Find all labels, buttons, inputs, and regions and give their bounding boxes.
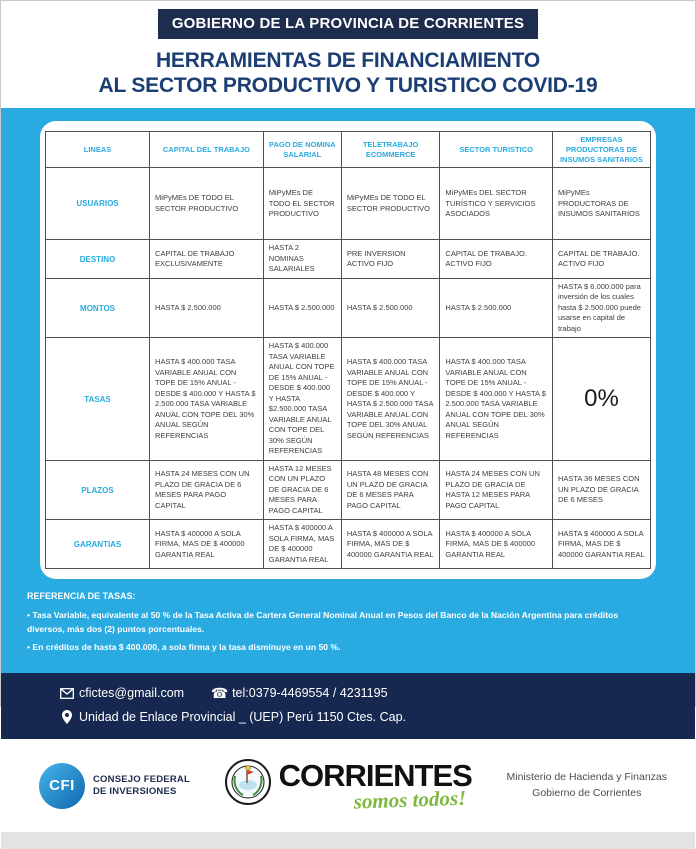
location-pin-icon (59, 710, 74, 724)
gov-banner: GOBIERNO DE LA PROVINCIA DE CORRIENTES (158, 9, 538, 39)
referencia-section (1, 579, 695, 663)
ministry-text (507, 770, 668, 802)
table-cell: MiPyMEs PRODUCTORAS DE INSUMOS SANITARIOS (552, 168, 650, 240)
table-cell: MiPyMEs DEL SECTOR TURÍSTICO Y SERVICIOS ASOCIADOS (440, 168, 553, 240)
column-header-sector-turistico: SECTOR TURISTICO (440, 132, 553, 168)
table-cell: MiPyMEs DE TODO EL SECTOR PRODUCTIVO (150, 168, 264, 240)
table-cell: HASTA 12 MESES CON UN PLAZO DE GRACIA DE 6 MESES PARA PAGO CAPITAL (263, 460, 341, 520)
table-cell: HASTA $ 400000 A SOLA FIRMA, MAS DE $ 400000 GARANTIA REAL (552, 520, 650, 569)
table-row-garantias (46, 520, 651, 569)
cfi-name-line2: DE INVERSIONES (93, 785, 177, 797)
table-cell: CAPITAL DE TRABAJO. ACTIVO FIJO (440, 240, 553, 279)
table-cell: CAPITAL DE TRABAJO EXCLUSIVAMENTE (150, 240, 264, 279)
table-cell: HASTA $ 2.500.000 (341, 278, 440, 338)
footer (1, 739, 695, 832)
column-header-pago-de-nomina: PAGO DE NOMINA SALARIAL (263, 132, 341, 168)
ministry-line2: Gobierno de Corrientes (532, 786, 642, 799)
page-title-line1: HERRAMIENTAS DE FINANCIAMIENTO (155, 49, 541, 72)
table-cell: MiPyMEs DE TODO EL SECTOR PRODUCTIVO (341, 168, 440, 240)
table-cell: HASTA $ 400.000 TASA VARIABLE ANUAL CON TOPE DE 15% ANUAL - DESDE $ 400.000 Y HASTA $ 2.500.000 TASA VARIABLE ANUAL CON TOPE DEL 30% ANUAL SEGÚN REFERENCIAS (150, 338, 264, 461)
table-cell: PRE INVERSION ACTIVO FIJO (341, 240, 440, 279)
row-label-montos: MONTOS (46, 278, 150, 338)
table-header-row (46, 132, 651, 168)
table-cell: HASTA 48 MESES CON UN PLAZO DE GRACIA DE 6 MESES PARA PAGO CAPITAL (341, 460, 440, 520)
table-row-tasas (46, 338, 651, 461)
table-row-plazos (46, 460, 651, 520)
table-panel (40, 121, 656, 579)
bottom-strip (1, 832, 695, 849)
page-title-line2: AL SECTOR PRODUCTIVO Y TURISTICO COVID-19 (98, 74, 598, 97)
table-row-usuarios (46, 168, 651, 240)
column-header-lineas: LINEAS (46, 132, 150, 168)
phone-item (212, 683, 387, 703)
table-cell: HASTA 2 NOMINAS SALARIALES (263, 240, 341, 279)
cfi-name-line1: CONSEJO FEDERAL (93, 773, 190, 785)
brand-tagline: somos todos! (352, 785, 467, 814)
cfi-logo-block (39, 763, 190, 809)
table-cell: HASTA $ 400.000 TASA VARIABLE ANUAL CON TOPE DE 15% ANUAL - DESDE $ 400.000 Y HASTA $ 2.500.000 TASA VARIABLE ANUAL CON TOPE DEL 30% ANUAL SEGÚN REFERENCIAS (341, 338, 440, 461)
row-label-destino: DESTINO (46, 240, 150, 279)
table-cell: HASTA 24 MESES CON UN PLAZO DE GRACIA DE HASTA 12 MESES PARA PAGO CAPITAL (440, 460, 553, 520)
email-item (59, 683, 184, 703)
corrientes-wordmark: CORRIENTES (278, 758, 472, 794)
row-label-usuarios: USUARIOS (46, 168, 150, 240)
page-title (1, 48, 695, 98)
page-header (1, 1, 695, 98)
referencia-bullet: • Tasa Variable, equivalente al 50 % de la Tasa Activa de Cartera General Nominal Anual en Pesos del Banco de la Nación Argentina para créditos diversos, más dos (2) puntos porcentuales. (27, 610, 619, 634)
table-cell: HASTA $ 2.500.000 (150, 278, 264, 338)
contact-bar (1, 673, 695, 739)
row-label-garantias: GARANTIAS (46, 520, 150, 569)
table-cell: HASTA $ 400.000 TASA VARIABLE ANUAL CON TOPE DE 15% ANUAL -DESDE $ 400.000 Y HASTA $ 2.500.000 TASA VARIABLE ANUAL CON TOPE DEL 30% ANUAL SEGÚN REFERENCIAS (440, 338, 553, 461)
email-icon (59, 688, 74, 699)
referencia-heading: REFERENCIA DE TASAS: (27, 591, 136, 602)
table-cell: HASTA $ 400000 A SOLA FIRMA, MAS DE $ 400000 GARANTIA REAL (150, 520, 264, 569)
contact-line-1 (59, 683, 675, 703)
contact-line-2 (59, 707, 675, 727)
table-cell: MiPyMEs DE TODO EL SECTOR PRODUCTIVO (263, 168, 341, 240)
row-label-plazos: PLAZOS (46, 460, 150, 520)
table-cell: HASTA $ 400000 A SOLA FIRMA, MAS DE $ 400000 GARANTIA REAL (440, 520, 553, 569)
brand-wordmark-col (278, 758, 472, 814)
phone-text: tel:0379-4469554 / 4231195 (232, 686, 388, 701)
referencia-bullet: • En créditos de hasta $ 400.000, a sola firma y la tasa disminuye en un 50 %. (27, 641, 341, 652)
column-header-capital-del-trabajo: CAPITAL DEL TRABAJO (150, 132, 264, 168)
financing-table (45, 131, 651, 569)
corrientes-brand-block (225, 758, 472, 814)
row-label-tasas: TASAS (46, 338, 150, 461)
column-header-teletrabajo: TELETRABAJO ECOMMERCE (341, 132, 440, 168)
table-cell: HASTA $ 400000 A SOLA FIRMA, MAS DE $ 400000 GARANTIA REAL (263, 520, 341, 569)
address-text: Unidad de Enlace Provincial _ (UEP) Perú 1150 Ctes. Cap. (79, 710, 407, 725)
table-cell: HASTA $ 400000 A SOLA FIRMA, MAS DE $ 400000 GARANTIA REAL (341, 520, 440, 569)
provincial-crest-icon (225, 759, 271, 805)
table-cell: HASTA $ 2.500.000 (440, 278, 553, 338)
table-cell: HASTA $ 400.000 TASA VARIABLE ANUAL CON TOPE DE 15% ANUAL -DESDE $ 400.000 Y HASTA $2.500.000 TASA VARIABLE ANUAL CON TOPE DEL 30% SEGÚN REFERENCIAS (263, 338, 341, 461)
table-cell: HASTA $ 2.500.000 (263, 278, 341, 338)
table-row-montos (46, 278, 651, 338)
table-cell: CAPITAL DE TRABAJO. ACTIVO FIJO (552, 240, 650, 279)
table-cell: HASTA $ 6.000.000 para inversión de los cuales hasta $ 2.500.000 puede usarse en capital de trabajo (552, 278, 650, 338)
phone-icon: ☎ (210, 685, 229, 702)
cfi-name (93, 774, 190, 798)
cfi-logo: CFI (39, 763, 85, 809)
address-item (59, 707, 406, 727)
email-text: cfictes@gmail.com (79, 686, 185, 701)
column-header-empresas-insumos: EMPRESAS PRODUCTORAS DE INSUMOS SANITARIOS (552, 132, 650, 168)
table-row-destino (46, 240, 651, 279)
table-cell: HASTA 24 MESES CON UN PLAZO DE GRACIA DE 6 MESES PARA PAGO CAPITAL (150, 460, 264, 520)
table-cell: HASTA 36 MESES CON UN PLAZO DE GRACIA DE 6 MESES (552, 460, 650, 520)
ministry-line1: Ministerio de Hacienda y Finanzas (506, 770, 667, 783)
cyan-band (1, 108, 695, 673)
table-cell-zero-percent: 0% (552, 338, 650, 461)
